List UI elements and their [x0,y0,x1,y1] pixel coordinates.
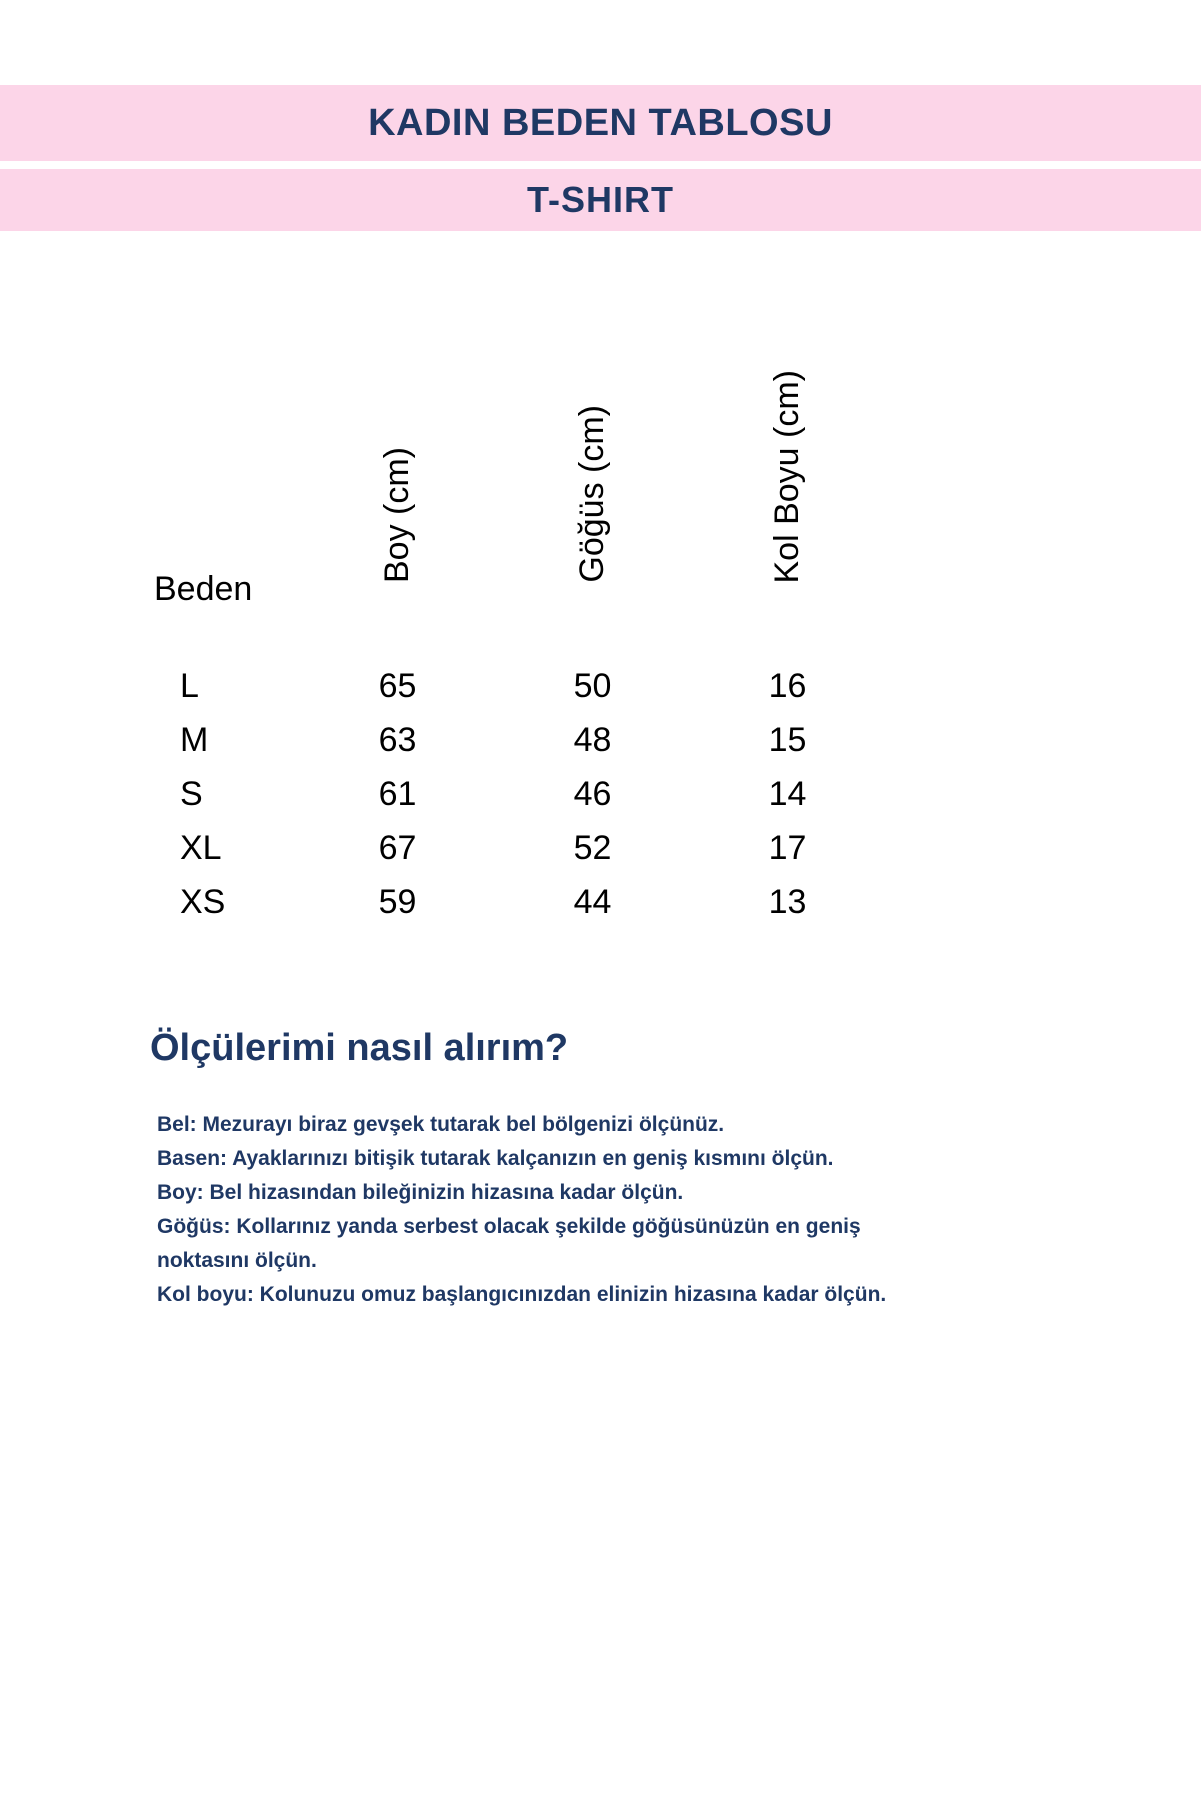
column-header-gogus: Göğüs (cm) [573,405,611,583]
kol-boyu-value: 14 [768,774,807,813]
instruction-basen: Basen: Ayaklarınızı bitişik tutarak kalçanızın en geniş kısmını ölçün. [157,1147,834,1170]
gogus-value: 50 [573,666,612,705]
boy-value: 59 [378,882,417,921]
instruction-gogus: Göğüs: Kollarınız yanda serbest olacak şekilde göğüsünüzün en geniş noktasını ölçün. [157,1215,861,1272]
column-header-kol-boyu: Kol Boyu (cm) [768,369,806,583]
kol-boyu-value: 13 [768,882,807,921]
instruction-kol-boyu: Kol boyu: Kolunuzu omuz başlangıcınızdan elinizin hizasına kadar ölçün. [157,1283,887,1306]
kol-boyu-value: 17 [768,828,807,867]
boy-value: 67 [378,828,417,867]
size-label: M [180,720,209,759]
column-header-cell-boy [300,301,495,611]
size-table [0,301,1201,929]
table-row-m [150,713,1201,767]
size-label: L [180,666,199,705]
measure-instructions [157,1108,957,1312]
table-row-xl [150,821,1201,875]
chart-subtitle: T-SHIRT [527,179,674,220]
gogus-value: 48 [573,720,612,759]
gogus-value: 46 [573,774,612,813]
chart-subtitle-banner [0,169,1201,231]
instruction-bel: Bel: Mezurayı biraz gevşek tutarak bel bölgenizi ölçünüz. [157,1113,725,1136]
table-row-s [150,767,1201,821]
size-table-body [150,659,1201,929]
size-label: S [180,774,203,813]
column-header-cell-gogus [495,301,690,611]
gogus-value: 44 [573,882,612,921]
boy-value: 63 [378,720,417,759]
row-header-beden: Beden [154,570,253,608]
kol-boyu-value: 15 [768,720,807,759]
column-header-cell-kol-boyu [690,301,885,611]
size-label: XL [180,828,222,867]
measure-heading: Ölçülerimi nasıl alırım? [150,1027,569,1069]
boy-value: 65 [378,666,417,705]
size-label: XS [180,882,226,921]
kol-boyu-value: 16 [768,666,807,705]
boy-value: 61 [378,774,417,813]
chart-title-banner [0,85,1201,161]
chart-title: KADIN BEDEN TABLOSU [368,101,833,144]
gogus-value: 52 [573,828,612,867]
column-header-boy: Boy (cm) [378,447,416,583]
size-table-header-row [150,301,1201,611]
table-row-l [150,659,1201,713]
table-row-xs [150,875,1201,929]
instruction-boy: Boy: Bel hizasından bileğinizin hizasına kadar ölçün. [157,1181,684,1204]
